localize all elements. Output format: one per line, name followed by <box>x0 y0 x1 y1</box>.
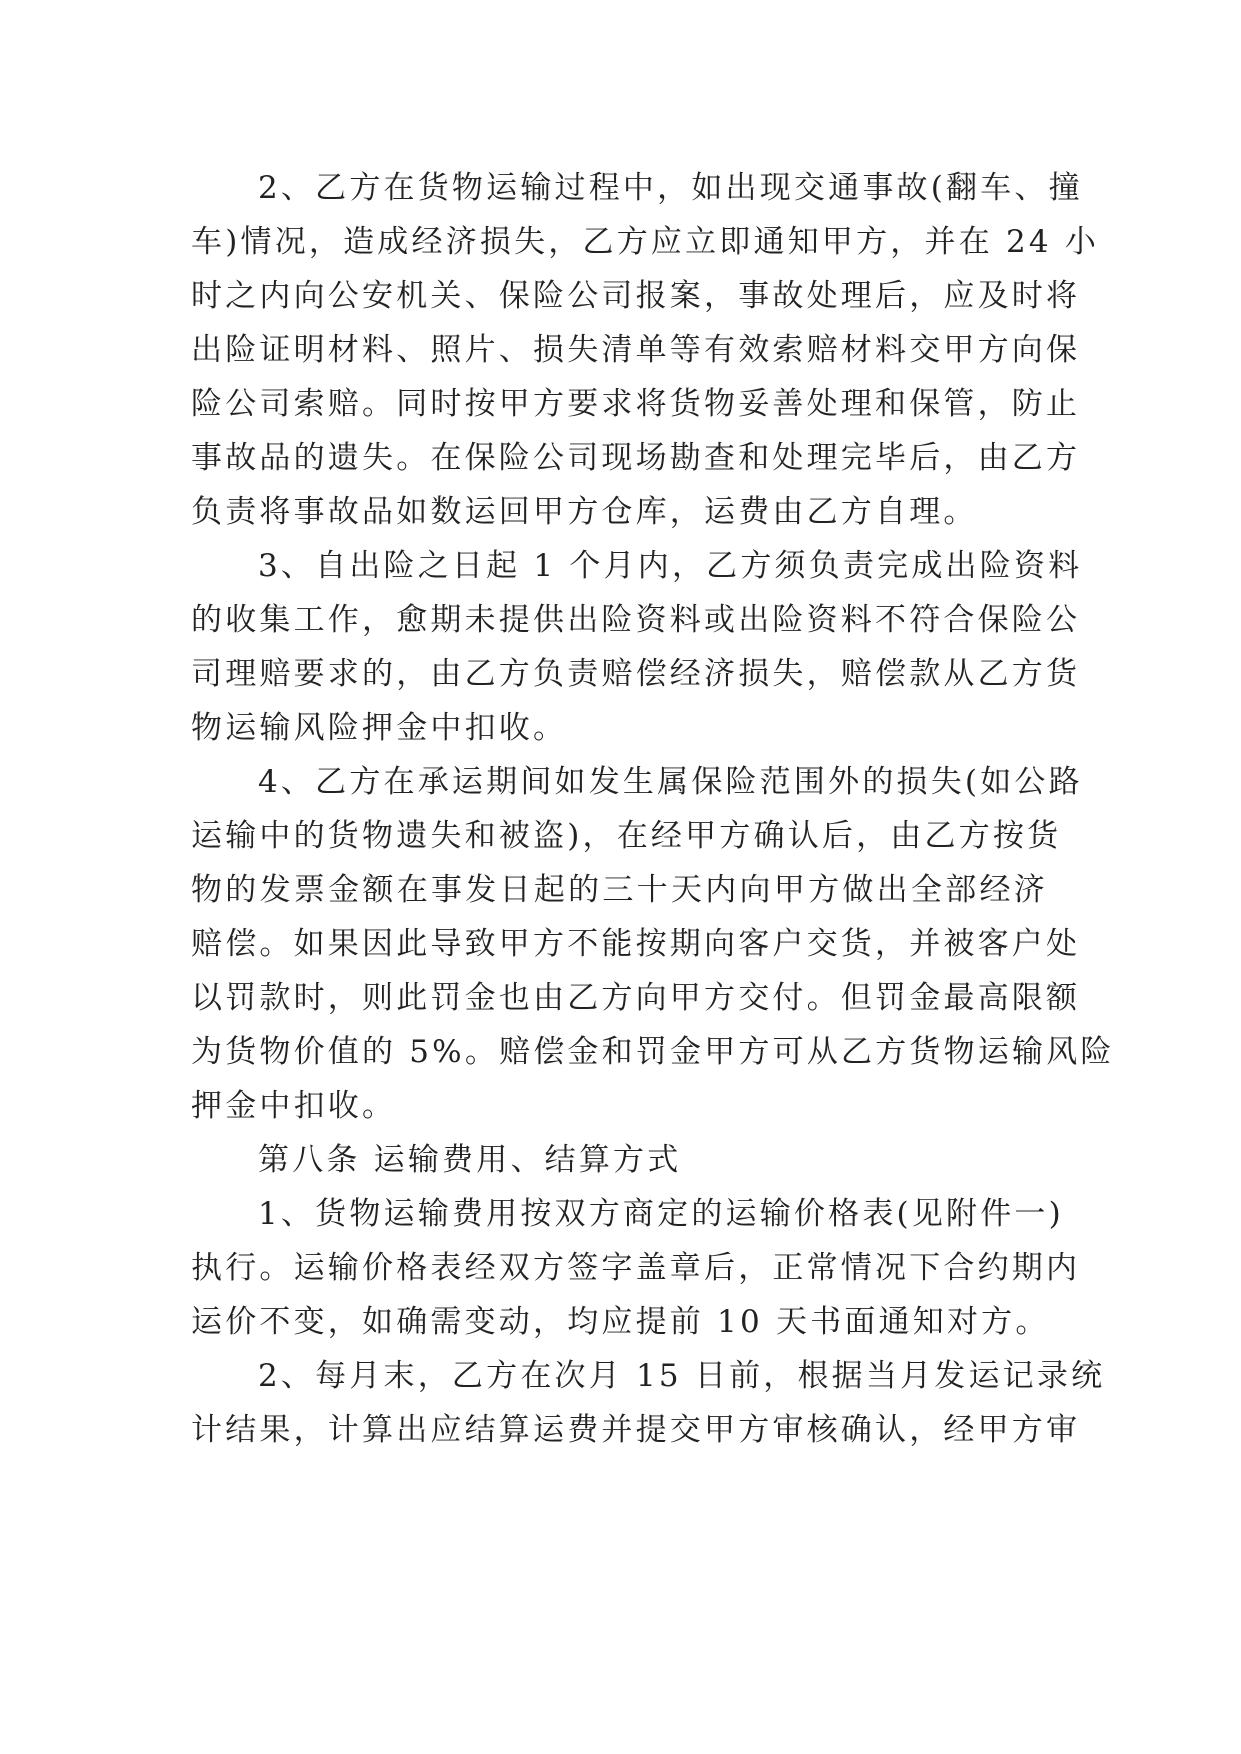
text-line: 以罚款时，则此罚金也由乙方向甲方交付。但罚金最高限额 <box>191 980 1081 1016</box>
text-line: 车)情况，造成经济损失，乙方应立即通知甲方，并在 24 小 <box>191 224 1100 260</box>
text-line: 执行。运输价格表经双方签字盖章后，正常情况下合约期内 <box>191 1250 1081 1286</box>
text-line: 司理赔要求的，由乙方负责赔偿经济损失，赔偿款从乙方货 <box>191 656 1081 692</box>
text-line: 3、自出险之日起 1 个月内，乙方须负责完成出险资料 <box>258 548 1083 584</box>
section-heading: 第八条 运输费用、结算方式 <box>258 1142 682 1178</box>
text-line: 运输中的货物遗失和被盗)，在经甲方确认后，由乙方按货 <box>191 818 1062 854</box>
text-line: 2、每月末，乙方在次月 15 日前，根据当月发运记录统 <box>258 1358 1106 1394</box>
text-line: 为货物价值的 5%。赔偿金和罚金甲方可从乙方货物运输风险 <box>191 1034 1115 1070</box>
text-line: 物运输风险押金中扣收。 <box>191 710 568 746</box>
text-line: 物的发票金额在事发日起的三十天内向甲方做出全部经济 <box>191 872 1048 908</box>
text-line: 险公司索赔。同时按甲方要求将货物妥善处理和保管，防止 <box>191 386 1081 422</box>
text-line: 的收集工作，愈期未提供出险资料或出险资料不符合保险公 <box>191 602 1081 638</box>
text-line: 出险证明材料、照片、损失清单等有效索赔材料交甲方向保 <box>191 332 1081 368</box>
text-line: 负责将事故品如数运回甲方仓库，运费由乙方自理。 <box>191 494 978 530</box>
text-line: 计结果，计算出应结算运费并提交甲方审核确认，经甲方审 <box>191 1412 1081 1448</box>
text-line: 事故品的遗失。在保险公司现场勘查和处理完毕后，由乙方 <box>191 440 1081 476</box>
text-line: 2、乙方在货物运输过程中，如出现交通事故(翻车、撞 <box>258 170 1083 206</box>
text-line: 1、货物运输费用按双方商定的运输价格表(见附件一) <box>258 1196 1064 1232</box>
text-line: 押金中扣收。 <box>191 1088 397 1124</box>
text-line: 时之内向公安机关、保险公司报案，事故处理后，应及时将 <box>191 278 1081 314</box>
text-line: 运价不变，如确需变动，均应提前 10 天书面通知对方。 <box>191 1304 1050 1340</box>
text-line: 赔偿。如果因此导致甲方不能按期向客户交货，并被客户处 <box>191 926 1081 962</box>
text-line: 4、乙方在承运期间如发生属保险范围外的损失(如公路 <box>258 764 1083 800</box>
